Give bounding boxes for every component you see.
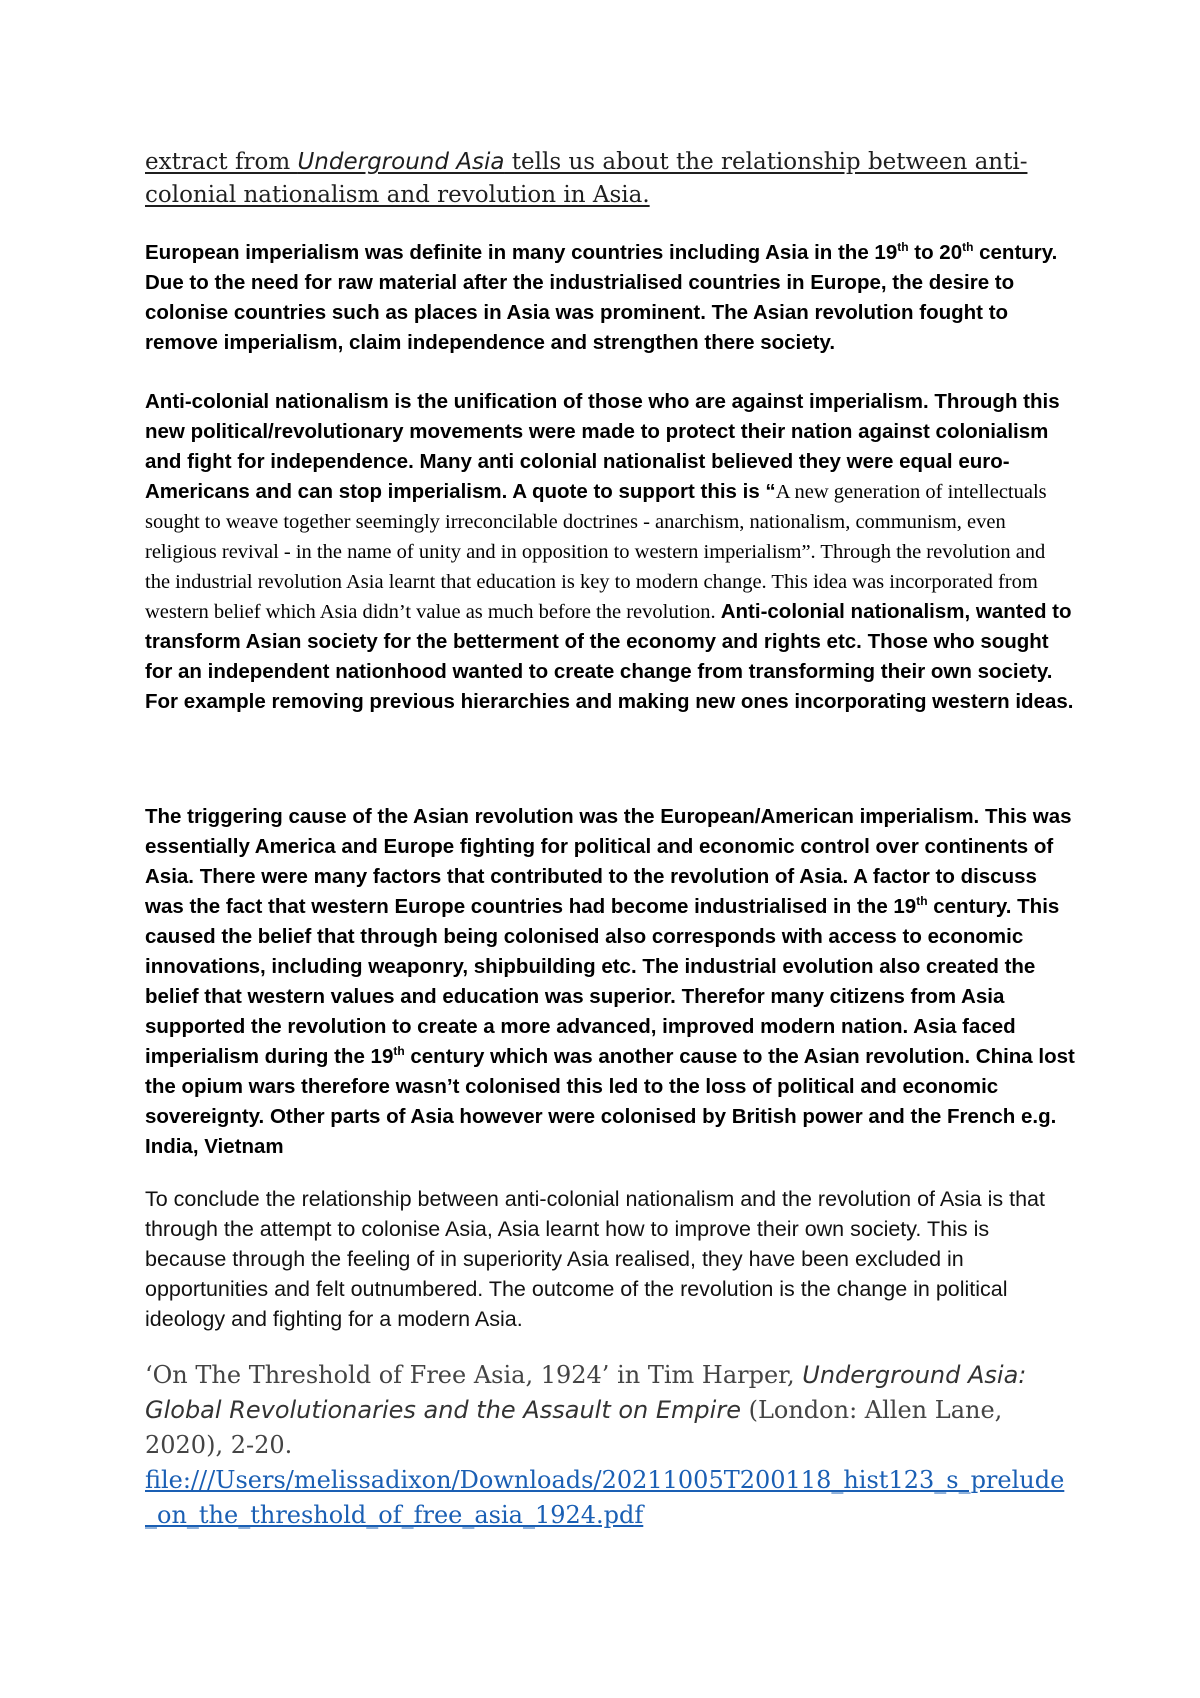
document-heading [145, 146, 1075, 212]
p1-superscript-2: th [962, 240, 974, 255]
heading-suffix: tells us about the relationship between anti-colonial nationalism and revolution in Asia. [145, 149, 1028, 208]
reference-book-title: Underground Asia: Global Revolutionaries and the Assault on Empire [145, 1361, 1027, 1424]
reference-text-2: (London: Allen Lane, 2020), 2-20. [145, 1396, 1003, 1459]
p3-text-3: century which was another cause to the Asian revolution. China lost the opium wars therefore wasn’t colonised this led to the loss of political and economic sovereignty. Other parts of Asia however were colonised by British power and the French e.g. India, Vietnam [145, 1045, 1075, 1158]
p1-superscript-1: th [897, 240, 909, 255]
p3-superscript-2: th [393, 1044, 405, 1059]
paragraph-triggering-cause [145, 802, 1075, 1162]
reference-text-1: ‘On The Threshold of Free Asia, 1924’ in Tim Harper, [145, 1361, 803, 1389]
p1-text-3: century. Due to the need for raw material after the industrialised countries in Europe, the desire to colonise countries such as places in Asia was prominent. The Asian revolution fought to remove imperialism, claim independence and strengthen there society. [145, 241, 1058, 354]
p1-text-2: to 20 [908, 241, 963, 264]
p3-superscript-1: th [916, 894, 928, 909]
heading-prefix: extract from [145, 149, 298, 175]
p1-text-1: European imperialism was definite in many countries including Asia in the 19 [145, 241, 898, 264]
paragraph-conclusion: To conclude the relationship between anti-colonial nationalism and the revolution of Asia is that through the attempt to colonise Asia, Asia learnt how to improve their own society. This is because through the feeling of in superiority Asia realised, they have been excluded in opportunities and felt outnumbered. The outcome of the revolution is the change in political ideology and fighting for a modern Asia. [145, 1187, 1045, 1331]
p3-text-2: century. This caused the belief that through being colonised also corresponds with access to economic innovations, including weaponry, shipbuilding etc. The industrial evolution also created the belief that western values and education was superior. Therefor many citizens from Asia supported the revolution to create a more advanced, improved modern nation. Asia faced imperialism during the 19 [145, 895, 1060, 1068]
p3-text-1: The triggering cause of the Asian revolution was the European/American imperialism. This was essentially America and Europe fighting for political and economic control over continents of Asia. There were many factors that contributed to the revolution of Asia. A factor to discuss was the fact that western Europe countries had become industrialised in the 19 [145, 805, 1072, 918]
p2-text-1: Anti-colonial nationalism is the unification of those who are against imperialism. Through this new political/revolutionary movements were made to protect their nation against colonialism and fight for independence. Many anti colonial nationalist believed they were equal euro-Americans and can stop imperialism. A quote to support this is “ [145, 390, 1060, 503]
p2-quote: A new generation of intellectuals sought to weave together seemingly irreconcilable doctrines - anarchism, nationalism, communism, even religious revival - in the name of unity and in opposition to western imperialism”. Through the revolution and the industrial revolution Asia learnt that education is key to modern change. This idea was incorporated from western belief which Asia didn’t value as much before the revolution. [145, 481, 1047, 623]
reference-citation [145, 1358, 1075, 1533]
paragraph-anti-colonial-nationalism [145, 387, 1075, 717]
p2-text-2: Anti-colonial nationalism, wanted to transform Asian society for the betterment of the economy and rights etc. Those who sought for an independent nationhood wanted to create change from transforming their own society. For example removing previous hierarchies and making new ones incorporating western ideas. [145, 600, 1074, 713]
heading-book-title: Underground Asia [297, 149, 505, 175]
paragraph-imperialism [145, 238, 1075, 358]
reference-file-link[interactable]: file:///Users/melissadixon/Downloads/20211005T200118_hist123_s_prelude_on_the_threshold_of_free_asia_1924.pdf [145, 1466, 1065, 1529]
